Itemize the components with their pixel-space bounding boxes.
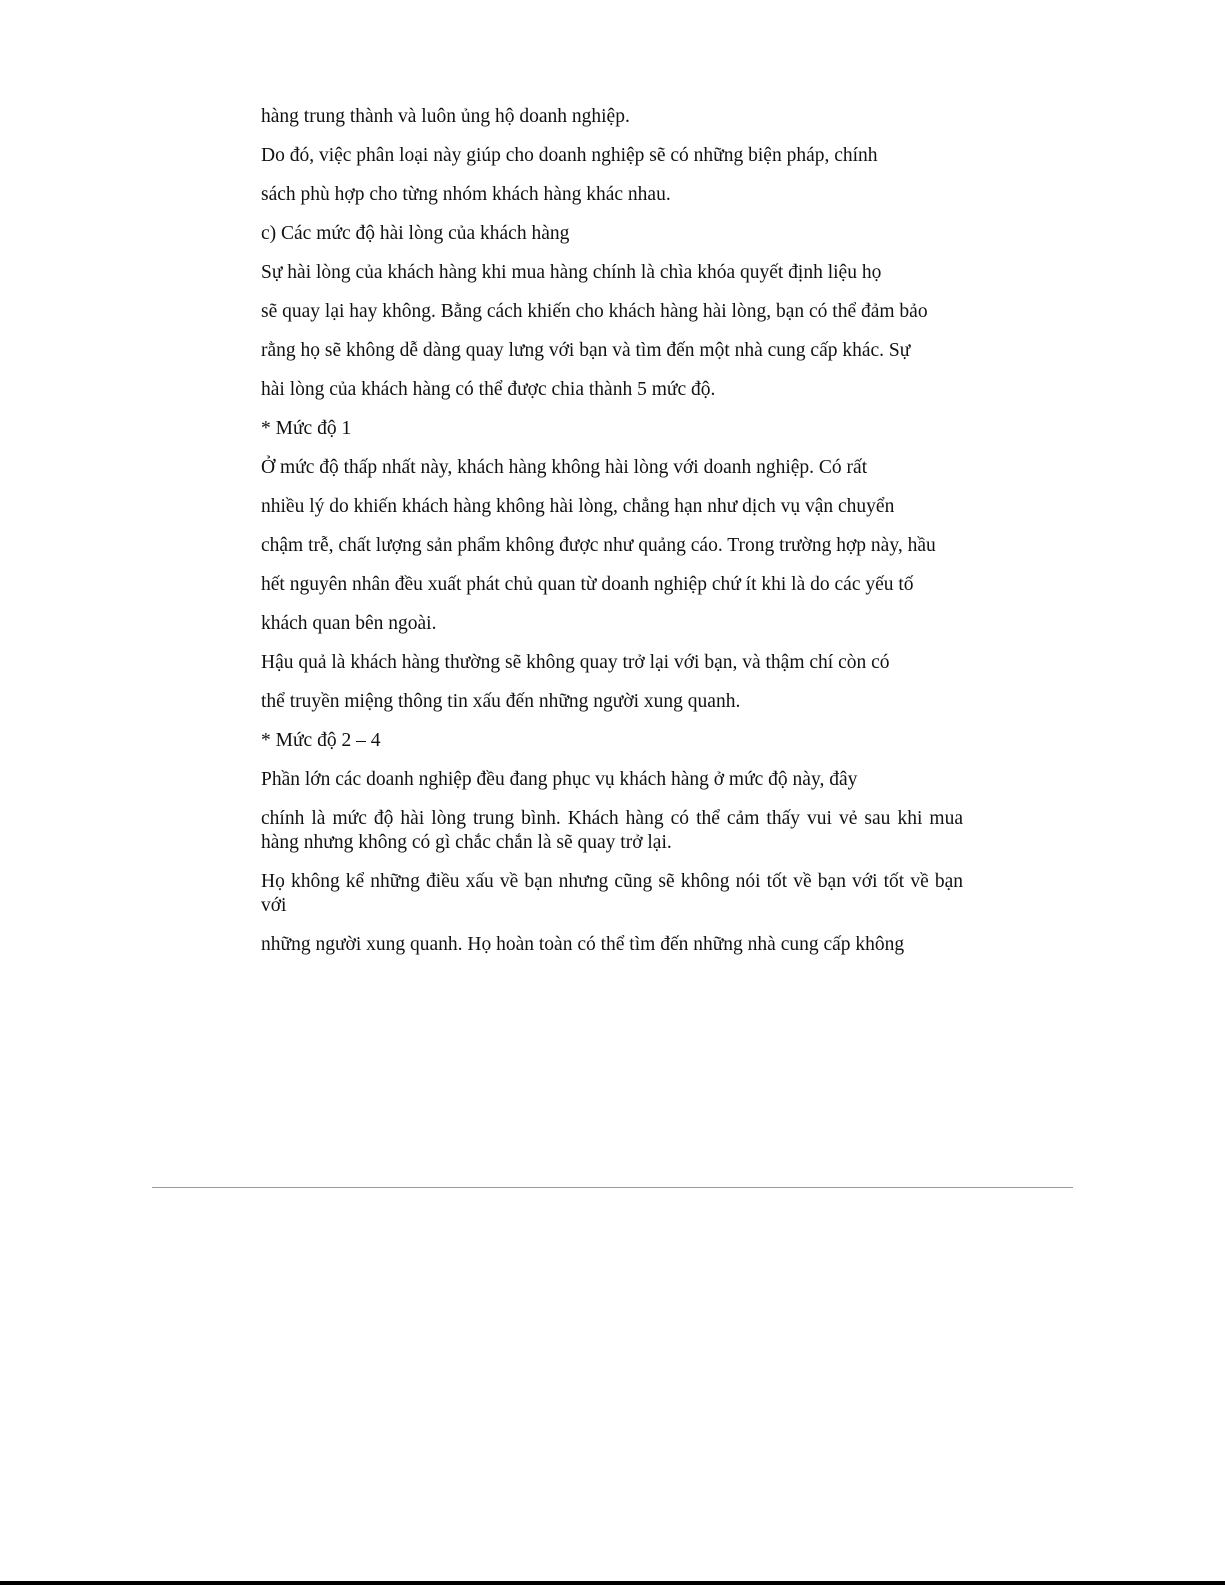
paragraph-8: hài lòng của khách hàng có thể được chia thành 5 mức độ.	[261, 379, 716, 400]
paragraph-20: Họ không kể những điều xấu về bạn nhưng cũng sẽ không nói tốt về bạn với tốt về bạn với	[261, 871, 963, 916]
paragraph-18: Phần lớn các doanh nghiệp đều đang phục vụ khách hàng ở mức độ này, đây	[261, 769, 858, 790]
paragraph-11: nhiều lý do khiến khách hàng không hài lòng, chẳng hạn như dịch vụ vận chuyển	[261, 496, 895, 517]
paragraph-14: khách quan bên ngoài.	[261, 613, 437, 634]
paragraph-12: chậm trễ, chất lượng sản phẩm không được như quảng cáo. Trong trường hợp này, hầu	[261, 535, 936, 556]
paragraph-6: sẽ quay lại hay không. Bằng cách khiến cho khách hàng hài lòng, bạn có thể đảm bảo	[261, 301, 928, 322]
level-1-heading: * Mức độ 1	[261, 418, 352, 439]
paragraph-15: Hậu quả là khách hàng thường sẽ không quay trở lại với bạn, và thậm chí còn có	[261, 652, 890, 673]
paragraph-16: thể truyền miệng thông tin xấu đến những người xung quanh.	[261, 691, 741, 712]
section-heading-satisfaction-levels: c) Các mức độ hài lòng của khách hàng	[261, 223, 570, 244]
document-body	[261, 105, 963, 972]
page-bottom-edge	[0, 1581, 1225, 1585]
paragraph-1: hàng trung thành và luôn ủng hộ doanh nghiệp.	[261, 106, 630, 127]
paragraph-2: Do đó, việc phân loại này giúp cho doanh nghiệp sẽ có những biện pháp, chính	[261, 145, 878, 166]
paragraph-3: sách phù hợp cho từng nhóm khách hàng khác nhau.	[261, 184, 671, 205]
paragraph-7: rằng họ sẽ không dễ dàng quay lưng với bạn và tìm đến một nhà cung cấp khác. Sự	[261, 340, 911, 361]
paragraph-21: những người xung quanh. Họ hoàn toàn có thể tìm đến những nhà cung cấp không	[261, 934, 905, 955]
level-2-4-heading: * Mức độ 2 – 4	[261, 730, 381, 751]
page-divider	[152, 1187, 1073, 1188]
paragraph-5: Sự hài lòng của khách hàng khi mua hàng chính là chìa khóa quyết định liệu họ	[261, 262, 882, 283]
paragraph-13: hết nguyên nhân đều xuất phát chủ quan từ doanh nghiệp chứ ít khi là do các yếu tố	[261, 574, 914, 595]
paragraph-19: chính là mức độ hài lòng trung bình. Khách hàng có thể cảm thấy vui vẻ sau khi mua hàng nhưng không có gì chắc chắn là sẽ quay trở lại.	[261, 808, 963, 853]
paragraph-10: Ở mức độ thấp nhất này, khách hàng không hài lòng với doanh nghiệp. Có rất	[261, 457, 868, 478]
